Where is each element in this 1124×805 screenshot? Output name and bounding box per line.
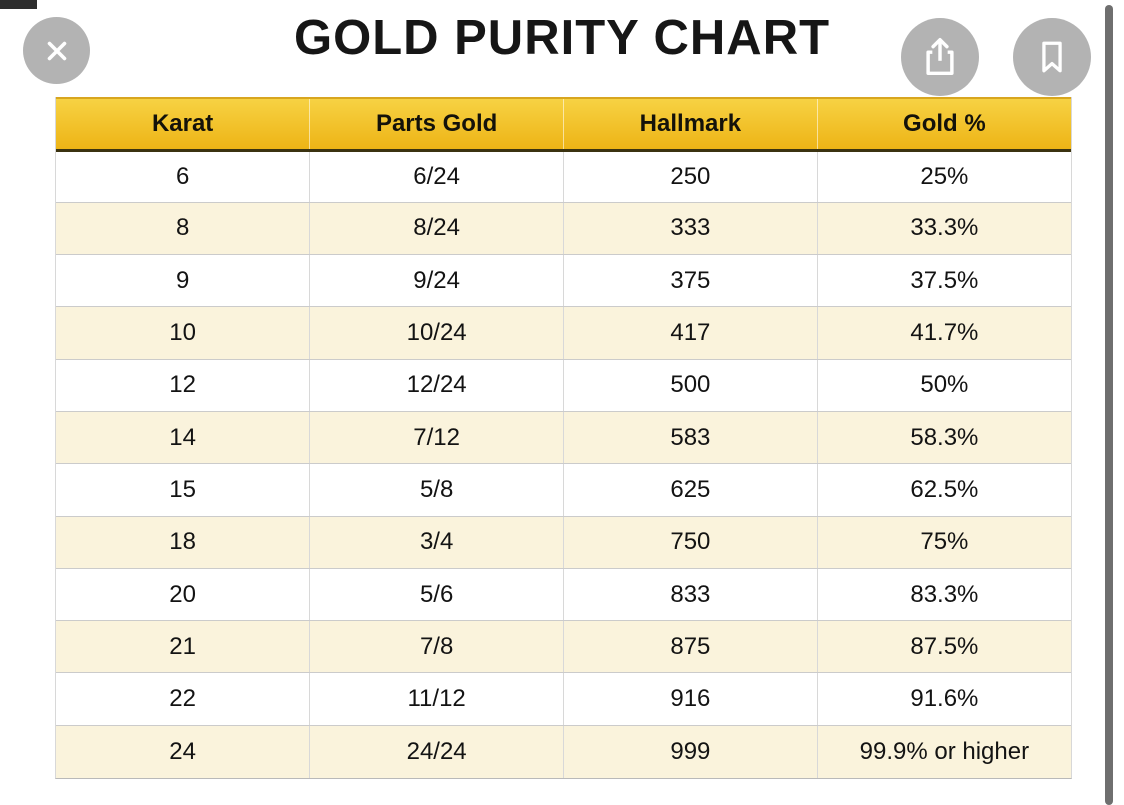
table-cell: 24 [56,725,310,777]
table-cell: 99.9% or higher [817,725,1071,777]
bookmark-button[interactable] [1013,18,1091,96]
table-cell: 9 [56,255,310,307]
table-row [56,464,1071,516]
close-icon [39,33,75,69]
table-cell: 250 [564,150,818,202]
table-row [56,255,1071,307]
page-title: GOLD PURITY CHART [293,11,831,65]
table-row [56,621,1071,673]
share-icon [917,34,963,80]
table-cell: 583 [564,411,818,463]
scrollbar[interactable] [1105,5,1113,805]
table-cell: 6/24 [310,150,564,202]
table-header [56,98,1071,150]
table-cell: 24/24 [310,725,564,777]
table-cell: 5/8 [310,464,564,516]
table-cell: 417 [564,307,818,359]
table-cell: 25% [817,150,1071,202]
dark-corner-strip [0,0,37,9]
table-cell: 7/8 [310,621,564,673]
column-header-gold-percent: Gold % [817,98,1071,150]
table-cell: 500 [564,359,818,411]
table-cell: 999 [564,725,818,777]
table-row [56,568,1071,620]
close-button[interactable] [23,17,90,84]
table-cell: 18 [56,516,310,568]
table-cell: 21 [56,621,310,673]
table-cell: 91.6% [817,673,1071,725]
table-cell: 750 [564,516,818,568]
table-body [56,150,1071,778]
table-cell: 6 [56,150,310,202]
table-row [56,359,1071,411]
table-row [56,411,1071,463]
table-cell: 375 [564,255,818,307]
table-row [56,150,1071,202]
column-header-hallmark: Hallmark [564,98,818,150]
table-cell: 14 [56,411,310,463]
table-cell: 625 [564,464,818,516]
table-cell: 87.5% [817,621,1071,673]
table-row [56,202,1071,254]
table-cell: 58.3% [817,411,1071,463]
table-cell: 7/12 [310,411,564,463]
table-cell: 37.5% [817,255,1071,307]
table-cell: 62.5% [817,464,1071,516]
table-cell: 20 [56,568,310,620]
bookmark-icon [1030,35,1074,79]
table-cell: 8 [56,202,310,254]
table-cell: 12/24 [310,359,564,411]
table-cell: 11/12 [310,673,564,725]
column-header-parts-gold: Parts Gold [310,98,564,150]
table-row [56,516,1071,568]
table-cell: 75% [817,516,1071,568]
table-cell: 5/6 [310,568,564,620]
table-row [56,307,1071,359]
table-cell: 916 [564,673,818,725]
table-cell: 22 [56,673,310,725]
table-cell: 50% [817,359,1071,411]
table-cell: 10/24 [310,307,564,359]
table-cell: 8/24 [310,202,564,254]
table-row [56,673,1071,725]
table-cell: 875 [564,621,818,673]
table-header-row [56,98,1071,150]
table-row [56,725,1071,777]
table-cell: 333 [564,202,818,254]
table-cell: 10 [56,307,310,359]
table-cell: 12 [56,359,310,411]
share-button[interactable] [901,18,979,96]
table-cell: 15 [56,464,310,516]
table-cell: 83.3% [817,568,1071,620]
gold-purity-table [55,97,1072,779]
table-cell: 9/24 [310,255,564,307]
column-header-karat: Karat [56,98,310,150]
table-cell: 33.3% [817,202,1071,254]
table-cell: 41.7% [817,307,1071,359]
table-cell: 833 [564,568,818,620]
table-cell: 3/4 [310,516,564,568]
